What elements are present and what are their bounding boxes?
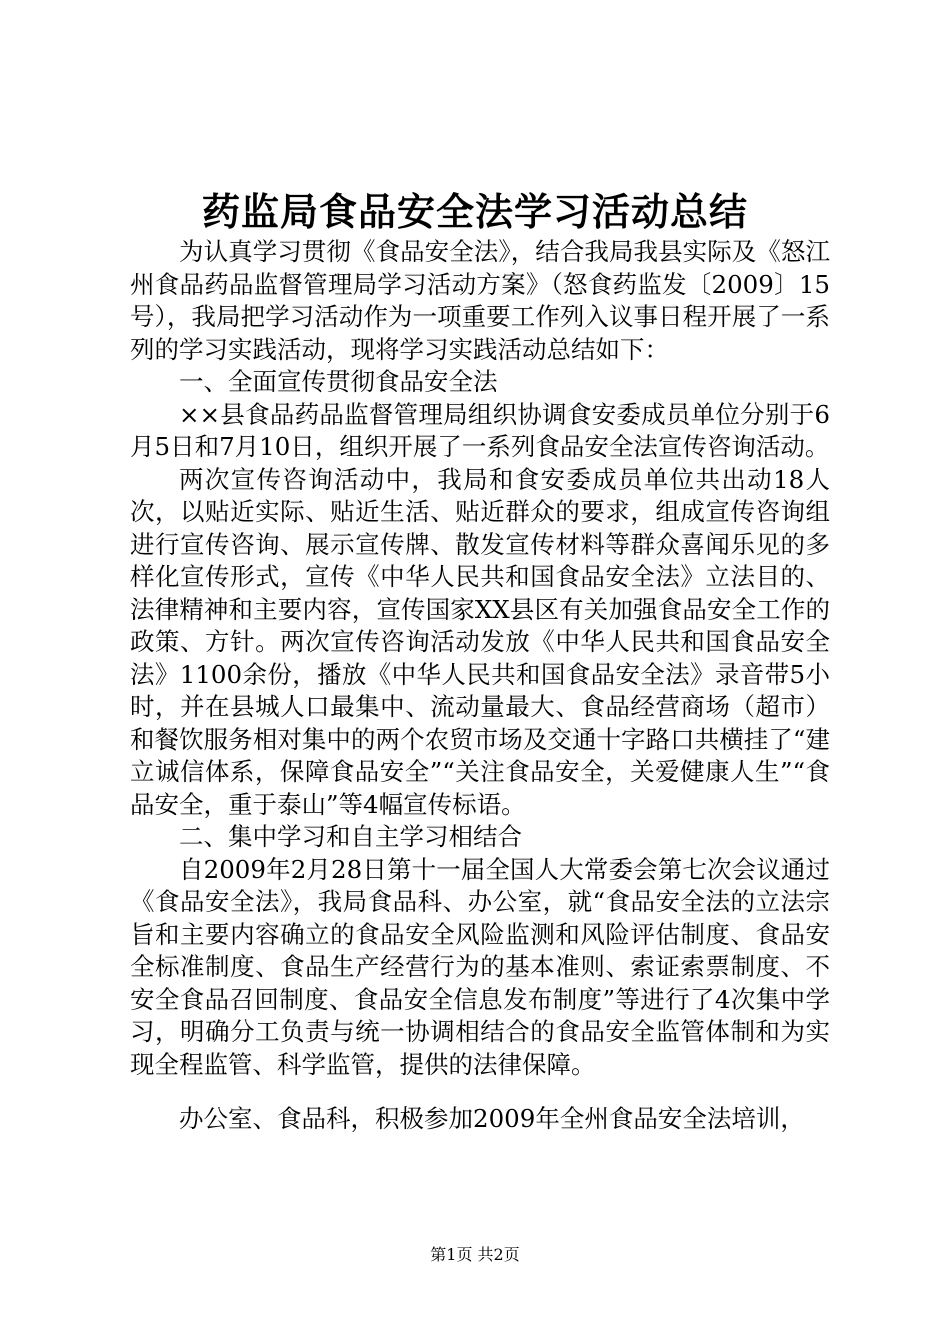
- section-heading-1: 一、全面宣传贯彻食品安全法: [179, 367, 498, 396]
- body-paragraph: 两次宣传咨询活动中，我局和食安委成员单位共出动18人次，以贴近实际、贴近生活、贴近群众的要求，组成宣传咨询组进行宣传咨询、展示宣传牌、散发宣传材料等群众喜闻乐见的多样化宣传形式，宣传《中华人民共和国食品安全法》立法目的、法律精神和主要内容，宣传国家XX县区有关加强食品安全工作的政策、方针。两次宣传咨询活动发放《中华人民共和国食品安全法》1100余份，播放《中华人民共和国食品安全法》录音带5小时，并在县城人口最集中、流动量最大、食品经营商场（超市）和餐饮服务相对集中的两个农贸市场及交通十字路口共横挂了“建立诚信体系，保障食品安全”“关注食品安全，关爱健康人生”“食品安全，重于泰山”等4幅宣传标语。: [130, 464, 830, 819]
- document-body: [130, 236, 830, 1136]
- section-heading-2: 二、集中学习和自主学习相结合: [179, 822, 522, 851]
- intro-paragraph: 为认真学习贯彻《食品安全法》，结合我局我县实际及《怒江州食品药品监督管理局学习活动方案》（怒食药监发〔2009〕15号），我局把学习活动作为一项重要工作列入议事日程开展了一系列的学习实践活动，现将学习实践活动总结如下：: [130, 237, 830, 364]
- body-paragraph: ××县食品药品监督管理局组织协调食安委成员单位分别于6月5日和7月10日，组织开展了一系列食品安全法宣传咨询活动。: [130, 399, 830, 461]
- document-title: 药监局食品安全法学习活动总结: [201, 189, 748, 234]
- page-footer: 第1页 共2页: [430, 1245, 520, 1264]
- body-paragraph: 自2009年2月28日第十一届全国人大常委会第七次会议通过《食品安全法》，我局食品科、办公室，就“食品安全法的立法宗旨和主要内容确立的食品安全风险监测和风险评估制度、食品安全标准制度、食品生产经营行为的基本准则、索证索票制度、不安全食品召回制度、食品安全信息发布制度”等进行了4次集中学习，明确分工负责与统一协调相结合的食品安全监管体制和为实现全程监管、科学监管，提供的法律保障。: [130, 854, 830, 1079]
- body-paragraph: 办公室、食品科，积极参加2009年全州食品安全法培训，: [179, 1104, 805, 1133]
